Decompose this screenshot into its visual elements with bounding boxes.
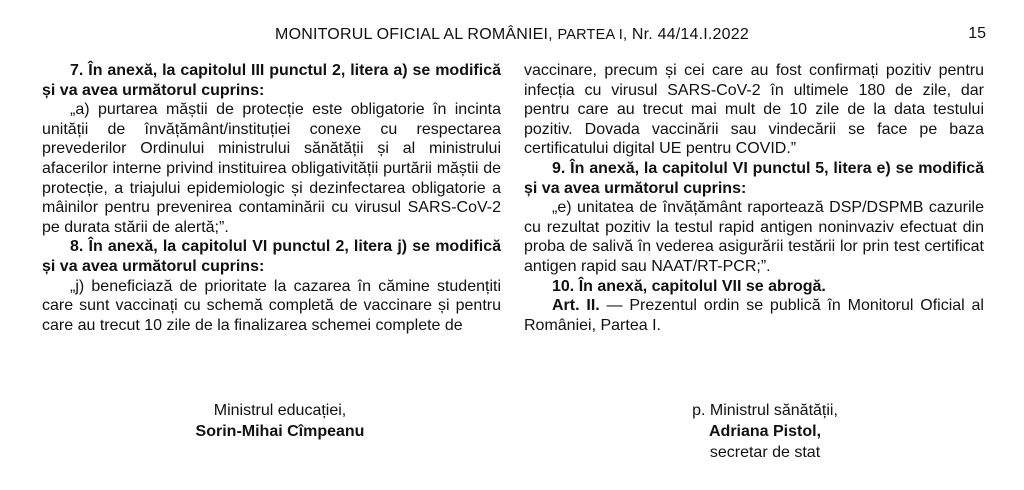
left-column xyxy=(42,61,501,335)
signature-right-name: Adriana Pistol, xyxy=(708,423,822,440)
issue-number: Nr. 44/14.I.2022 xyxy=(631,26,749,43)
page-header xyxy=(0,26,1024,44)
item-7-body: „a) purtarea măștii de protecție este obligatorie în incinta unității de învățământ/instituției conexe cu respectarea prevederilor Ordinului ministrului sănătății și al ministrului afacerilor interne privind instituirea obligativității purtării măștii de protecție, a triajului epidemiologic și dezinfectarea obligatorie a mâinilor pentru prevenirea contaminării cu virusul SARS-CoV-2 pe durata stării de alertă;”. xyxy=(42,101,501,236)
item-8-body: „j) beneficiază de prioritate la cazarea în cămine studențiti care sunt vaccinați cu schemă completă de vaccinare și pentru care au trecut 10 zile de la finalizarea schemei complete de xyxy=(42,277,501,334)
article-2-text: — Prezentul ordin se publică în Monitorul Oficial al României, Partea I. xyxy=(524,297,984,334)
signature-left-role: Ministrul educației, xyxy=(213,402,347,419)
article-2 xyxy=(524,296,984,335)
item-8-continuation: vaccinare, precum și cei care au fost confirmați pozitiv pentru infecția cu virusul SARS-CoV-2 în ultimele 180 de zile, dar pentru care au trecut mai mult de 10 zile de la data testului pozitiv. Dovada vaccinării sau vindecării se face pe baza certificatului digital UE pentru COVID.” xyxy=(524,62,984,158)
right-column xyxy=(524,61,984,335)
publication-part: PARTEA I, xyxy=(557,27,628,43)
signature-right-title: secretar de stat xyxy=(709,444,821,461)
signature-left xyxy=(130,400,430,442)
item-8-heading: 8. În anexă, la capitolul VI punctul 2, litera j) se modifică și va avea următorul cuprins: xyxy=(42,238,501,275)
page-number: 15 xyxy=(968,25,986,42)
publication-title: MONITORUL OFICIAL AL ROMÂNIEI, xyxy=(275,26,553,43)
item-9-heading: 9. În anexă, la capitolul VI punctul 5, litera e) se modifică și va avea următorul cuprins: xyxy=(524,159,984,197)
item-10: 10. În anexă, capitolul VII se abrogă. xyxy=(552,277,826,295)
signature-right-role: p. Ministrul sănătății, xyxy=(692,402,838,419)
article-2-label: Art. II. xyxy=(552,297,600,315)
signature-right xyxy=(615,400,915,463)
item-9-body: „e) unitatea de învățământ raportează DSP/DSPMB cazurile cu rezultat pozitiv la testul rapid antigen noninvaziv efectuat din proba de salivă în vederea asigurării testării lor prin test certificat antigen rapid sau NAAT/RT-PCR;”. xyxy=(524,199,984,275)
item-7-heading: 7. În anexă, la capitolul III punctul 2, litera a) se modifică și va avea următorul cuprins: xyxy=(42,62,501,99)
signature-left-name: Sorin-Mihai Cîmpeanu xyxy=(195,423,365,440)
